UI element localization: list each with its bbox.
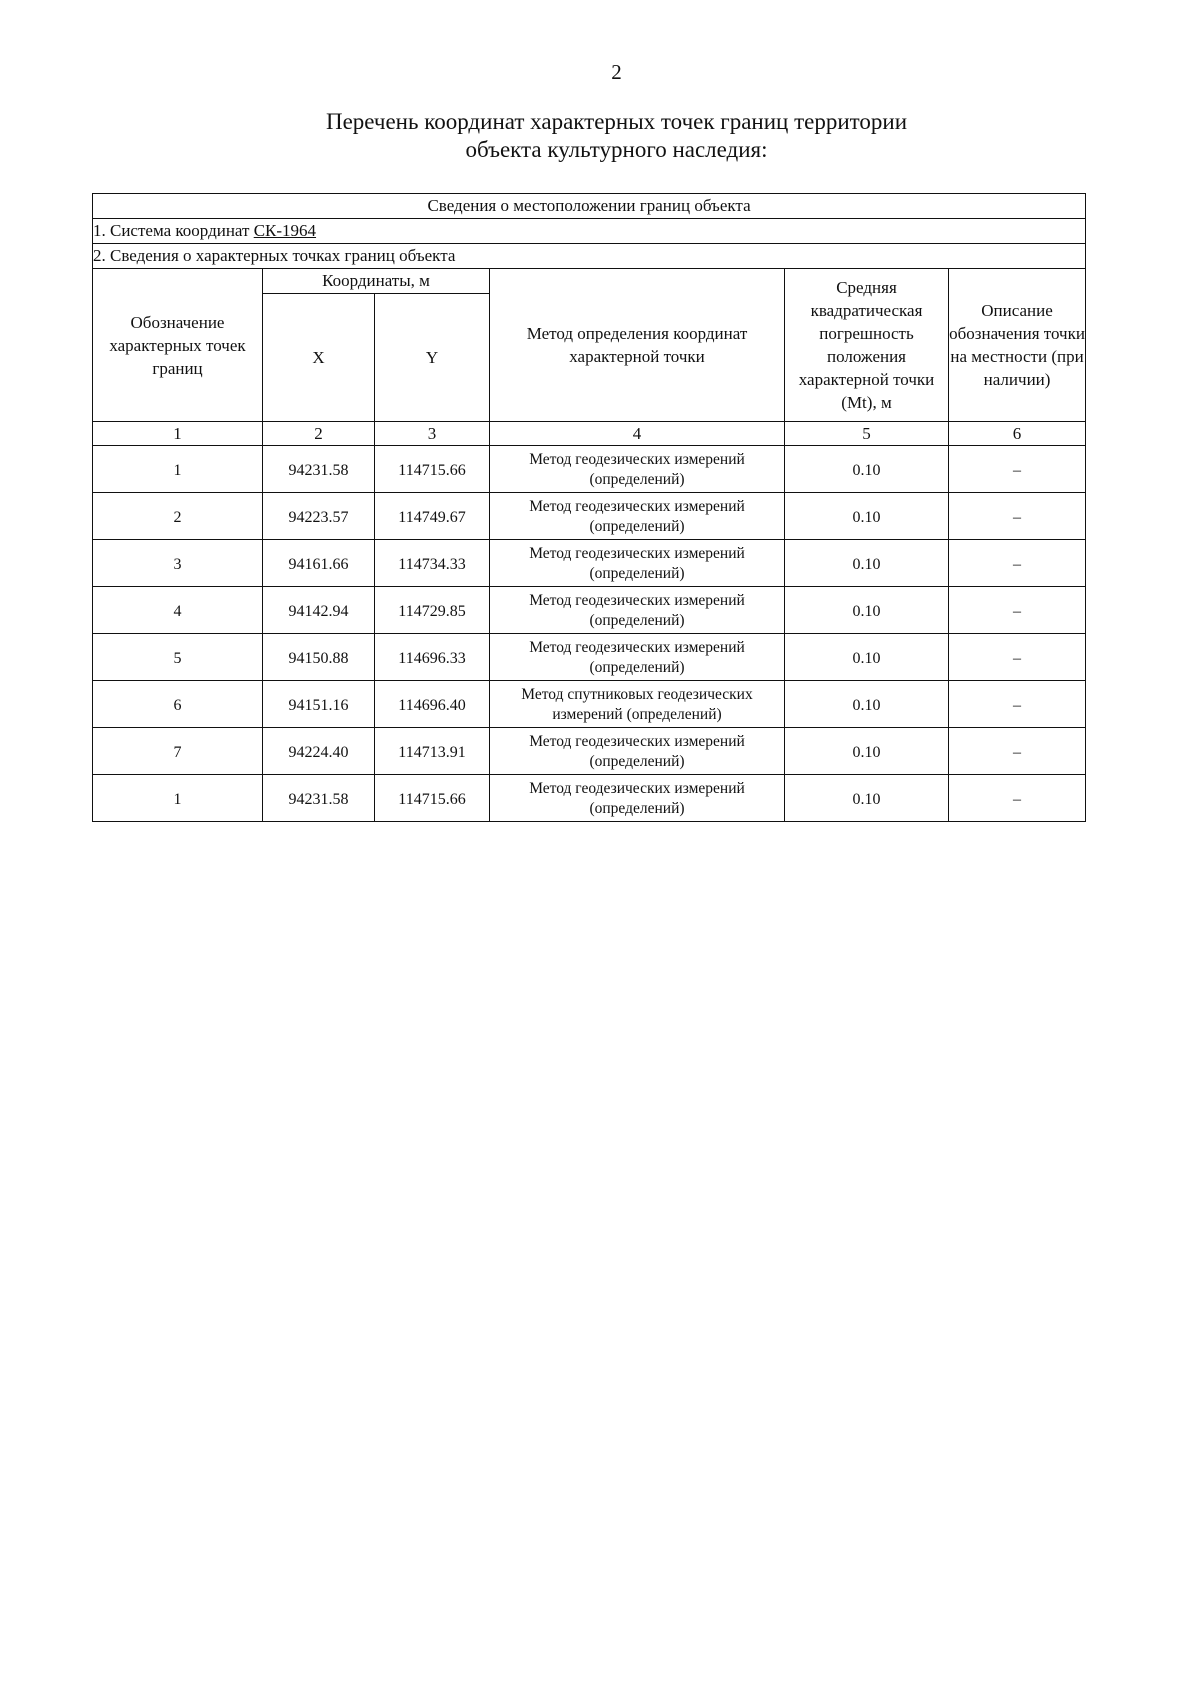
column-number: 3 (375, 422, 490, 446)
column-number: 4 (490, 422, 785, 446)
x-coordinate-cell: 94231.58 (263, 775, 375, 822)
description-cell: – (949, 728, 1086, 775)
header-description: Описание обозначения точки на местности (при наличии) (949, 269, 1086, 422)
description-cell: – (949, 634, 1086, 681)
header-method: Метод определения координат характерной точки (490, 269, 785, 422)
x-coordinate-cell: 94223.57 (263, 493, 375, 540)
table-caption: Сведения о местоположении границ объекта (93, 194, 1086, 219)
x-coordinate-cell: 94231.58 (263, 446, 375, 493)
column-numbers-row (93, 422, 1086, 446)
document-title (0, 108, 1200, 164)
coordinate-system-label: 1. Система координат (93, 221, 254, 240)
x-coordinate-cell: 94142.94 (263, 587, 375, 634)
point-number-cell: 7 (93, 728, 263, 775)
title-line-1: Перечень координат характерных точек границ территории (325, 109, 908, 134)
table-row (93, 728, 1086, 775)
description-cell: – (949, 775, 1086, 822)
point-number-cell: 2 (93, 493, 263, 540)
header-accuracy: Средняя квадратическая погрешность положения характерной точки (Mt), м (785, 269, 949, 422)
column-number: 6 (949, 422, 1086, 446)
page-number: 2 (611, 60, 622, 84)
coordinate-system-value: СК-1964 (253, 221, 317, 240)
table-row (93, 775, 1086, 822)
accuracy-cell: 0.10 (785, 728, 949, 775)
header-x: X (263, 294, 375, 422)
point-number-cell: 4 (93, 587, 263, 634)
method-cell: Метод геодезических измерений (определений) (490, 587, 785, 634)
title-line-2: объекта культурного наследия: (465, 137, 768, 162)
table-row (93, 587, 1086, 634)
description-cell: – (949, 587, 1086, 634)
point-number-cell: 1 (93, 775, 263, 822)
y-coordinate-cell: 114729.85 (375, 587, 490, 634)
method-cell: Метод геодезических измерений (определений) (490, 728, 785, 775)
accuracy-cell: 0.10 (785, 775, 949, 822)
accuracy-cell: 0.10 (785, 446, 949, 493)
description-cell: – (949, 446, 1086, 493)
method-cell: Метод геодезических измерений (определений) (490, 540, 785, 587)
accuracy-cell: 0.10 (785, 587, 949, 634)
description-cell: – (949, 540, 1086, 587)
column-number: 2 (263, 422, 375, 446)
method-cell: Метод геодезических измерений (определений) (490, 446, 785, 493)
method-cell: Метод спутниковых геодезических измерений (определений) (490, 681, 785, 728)
coordinates-table (92, 193, 1086, 822)
column-number: 1 (93, 422, 263, 446)
y-coordinate-cell: 114715.66 (375, 775, 490, 822)
x-coordinate-cell: 94151.16 (263, 681, 375, 728)
y-coordinate-cell: 114734.33 (375, 540, 490, 587)
point-number-cell: 1 (93, 446, 263, 493)
header-coordinates-group: Координаты, м (263, 269, 490, 294)
x-coordinate-cell: 94150.88 (263, 634, 375, 681)
table-row (93, 540, 1086, 587)
y-coordinate-cell: 114749.67 (375, 493, 490, 540)
column-number: 5 (785, 422, 949, 446)
point-number-cell: 5 (93, 634, 263, 681)
coordinate-system-row (93, 219, 1086, 244)
method-cell: Метод геодезических измерений (определений) (490, 634, 785, 681)
y-coordinate-cell: 114713.91 (375, 728, 490, 775)
accuracy-cell: 0.10 (785, 540, 949, 587)
accuracy-cell: 0.10 (785, 634, 949, 681)
method-cell: Метод геодезических измерений (определений) (490, 493, 785, 540)
points-section-title: 2. Сведения о характерных точках границ объекта (93, 244, 1086, 269)
point-number-cell: 3 (93, 540, 263, 587)
table-row (93, 446, 1086, 493)
table-row (93, 681, 1086, 728)
method-cell: Метод геодезических измерений (определений) (490, 775, 785, 822)
x-coordinate-cell: 94224.40 (263, 728, 375, 775)
y-coordinate-cell: 114715.66 (375, 446, 490, 493)
table-row (93, 634, 1086, 681)
description-cell: – (949, 681, 1086, 728)
x-coordinate-cell: 94161.66 (263, 540, 375, 587)
header-y: Y (375, 294, 490, 422)
y-coordinate-cell: 114696.40 (375, 681, 490, 728)
header-designation: Обозначение характерных точек границ (93, 269, 263, 422)
accuracy-cell: 0.10 (785, 493, 949, 540)
table-row (93, 493, 1086, 540)
point-number-cell: 6 (93, 681, 263, 728)
accuracy-cell: 0.10 (785, 681, 949, 728)
y-coordinate-cell: 114696.33 (375, 634, 490, 681)
description-cell: – (949, 493, 1086, 540)
